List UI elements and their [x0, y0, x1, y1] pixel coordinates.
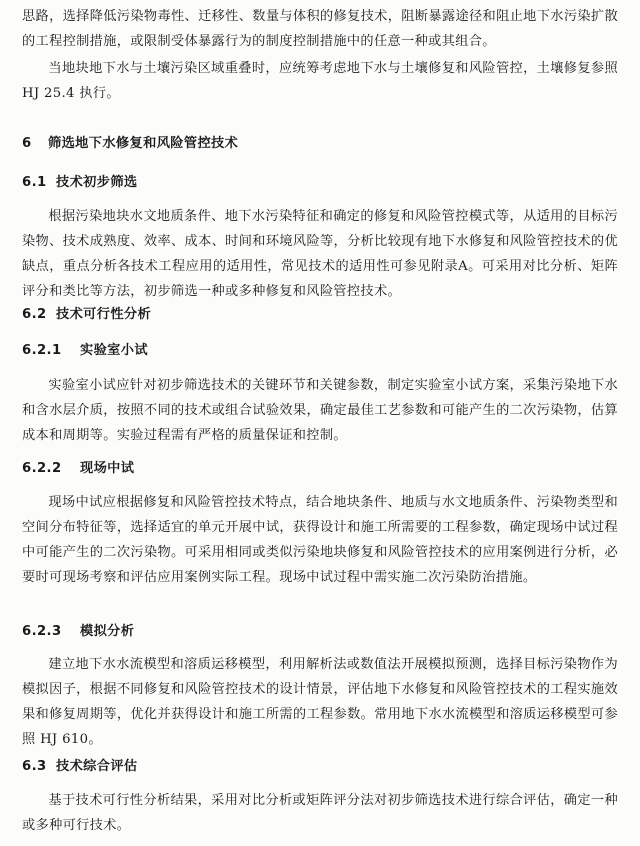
- section-title: 筛选地下水修复和风险管控技术: [48, 136, 239, 151]
- section-heading-6-2: [22, 305, 151, 325]
- section-number: 6.3: [22, 759, 47, 774]
- paragraph-soil-overlap: 当地块地下水与土壤污染区域重叠时，应统筹考虑地下水与土壤修复和风险管控，土壤修复参照 HJ 25.4 执行。: [22, 61, 618, 101]
- paragraph-6-2-3: 建立地下水水流模型和溶质运移模型，利用解析法或数值法开展模拟预测，选择目标污染物作为模拟因子，根据不同修复和风险管控技术的设计情景，评估地下水修复和风险管控技术的工程实施效果和修复周期等，优化并获得设计和施工所需的工程参数。常用地下水水流模型和溶质运移模型可参照 HJ 610。: [22, 657, 618, 747]
- paragraph-6-1: 根据污染地块水文地质条件、地下水污染特征和确定的修复和风险管控模式等，从适用的目标污染物、技术成熟度、效率、成本、时间和环境风险等，分析比较现有地下水修复和风险管控技术的优缺点，重点分析各技术工程应用的适用性，常见技术的适用性可参见附录A。可采用对比分析、矩阵评分和类比等方法，初步筛选一种或多种修复和风险管控技术。: [22, 209, 618, 299]
- section-heading-6-1: [22, 173, 138, 193]
- paragraph-intro-continuation: 思路，选择降低污染物毒性、迁移性、数量与体积的修复技术，阻断暴露途径和阻止地下水污染扩散的工程控制措施，或限制受体暴露行为的制度控制措施中的任意一种或其组合。: [22, 9, 618, 49]
- section-title: 现场中试: [80, 461, 135, 476]
- section-number: 6.2: [22, 307, 47, 322]
- section-number: 6: [22, 136, 32, 151]
- section-heading-6-3: [22, 757, 138, 777]
- section-number: 6.2.1: [22, 343, 62, 358]
- section-number: 6.2.3: [22, 624, 62, 639]
- section-heading-6-2-3: [22, 622, 134, 642]
- section-heading-6-2-2: [22, 459, 134, 479]
- section-heading-6: [22, 134, 238, 154]
- section-number: 6.1: [22, 175, 47, 190]
- section-title: 技术综合评估: [56, 759, 138, 774]
- section-number: 6.2.2: [22, 461, 62, 476]
- paragraph-6-3: 基于技术可行性分析结果，采用对比分析或矩阵评分法对初步筛选技术进行综合评估，确定一种或多种可行技术。: [22, 793, 618, 833]
- paragraph-6-2-1: 实验室小试应针对初步筛选技术的关键环节和关键参数，制定实验室小试方案，采集污染地下水和含水层介质，按照不同的技术或组合试验效果，确定最佳工艺参数和可能产生的二次污染物，估算成本和周期等。实验过程需有严格的质量保证和控制。: [22, 378, 618, 443]
- section-title: 模拟分析: [80, 624, 135, 639]
- paragraph-6-2-2: 现场中试应根据修复和风险管控技术特点，结合地块条件、地质与水文地质条件、污染物类型和空间分布特征等，选择适宜的单元开展中试，获得设计和施工所需要的工程参数，确定现场中试过程中可能产生的二次污染物。可采用相同或类似污染地块修复和风险管控技术的应用案例进行分析，必要时可现场考察和评估应用案例实际工程。现场中试过程中需实施二次污染防治措施。: [22, 495, 618, 585]
- section-title: 技术可行性分析: [56, 307, 152, 322]
- section-title: 技术初步筛选: [56, 175, 138, 190]
- section-title: 实验室小试: [80, 343, 148, 358]
- section-heading-6-2-1: [22, 341, 148, 361]
